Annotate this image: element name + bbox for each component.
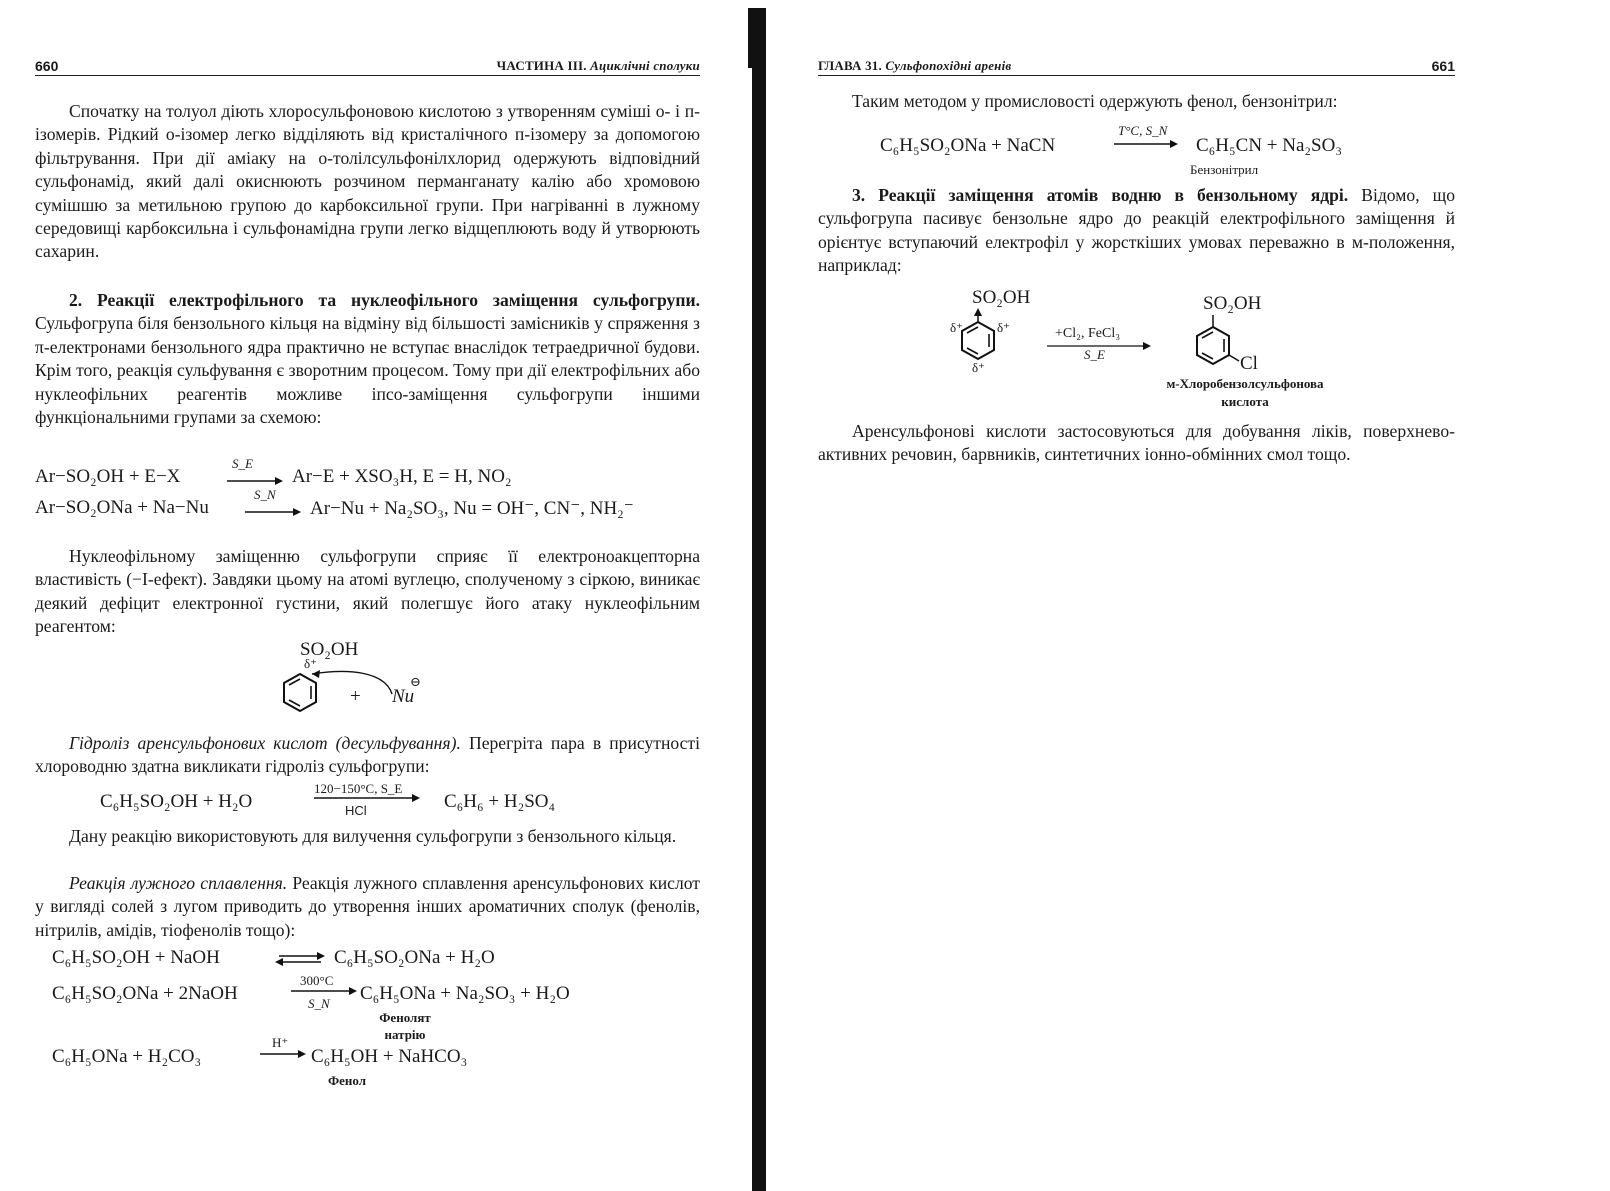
paragraph-hydrolysis: Гідроліз аренсульфонових кислот (десульфування). Перегріта пара в присутності хлороводню здатна викликати гідроліз сульфогрупи: xyxy=(35,733,700,777)
reaction-reagents: +Cl₂, FeCl₃ xyxy=(1055,326,1121,341)
book-spine xyxy=(752,8,766,1191)
paragraph-applications: Аренсульфонові кислоти застосовуються для добування ліків, поверхнево-активних речовин, барвників, синтетичних іонно-обмінних смол тощо. xyxy=(818,421,1455,465)
reaction-arrow xyxy=(1112,136,1182,150)
equation-salt-product: C₆H₅SO₂ONa + H₂O xyxy=(334,947,495,968)
equation-phenol-product: C₆H₅OH + NaHCO₃ xyxy=(311,1046,468,1067)
reaction-temperature: 300°C xyxy=(300,973,334,988)
equation-phenol: C₆H₅ONa + H₂CO₃ xyxy=(52,1046,202,1067)
reaction-catalyst: HCl xyxy=(345,803,367,818)
reaction-condition: S_N xyxy=(254,487,276,502)
running-title-text: Сульфопохідні аренів xyxy=(885,58,1012,73)
right-page-header xyxy=(818,55,1455,76)
section-3-text: Відомо, що сульфогрупа пасивує бензольне ядро до реакцій електрофільного заміщення й орієнтує вступаючий електрофіл у жорсткіших умовах переважно в м-положення, наприклад: xyxy=(818,185,1455,276)
alkali-fusion-title: Реакція лужного сплавлення. xyxy=(69,873,288,893)
scheme-delta-plus: δ⁺ xyxy=(304,656,317,671)
section-3-heading: 3. Реакції заміщення атомів водню в бензольному ядрі. xyxy=(852,185,1349,205)
paragraph-usage: Дану реакцію використовують для вилучення сульфогрупи з бензольного кільця. xyxy=(69,826,677,846)
left-page xyxy=(0,0,750,1191)
page-number: 660 xyxy=(35,58,59,74)
equilibrium-arrow xyxy=(275,949,325,969)
equation-benzonitrile: C₆H₅SO₂ONa + NaCN xyxy=(880,135,1056,156)
delta-plus-label: δ⁺ xyxy=(997,320,1010,335)
section-3 xyxy=(818,184,1455,278)
paragraph-alkali-fusion: Реакція лужного сплавлення. Реакція лужного сплавлення аренсульфонових кислот у вигляді солей з лугом приводить до утворення інших ароматичних сполук (фенолів, нітрилів, амідів, тіофенолів тощо): xyxy=(35,873,700,940)
delta-plus-label: δ⁺ xyxy=(950,320,963,335)
caption-phenol: Фенол xyxy=(328,1073,367,1088)
reaction-acid: H⁺ xyxy=(272,1035,289,1050)
reaction-arrow xyxy=(289,983,359,997)
scheme-nucleophile: Nu xyxy=(392,686,415,707)
equation-ipso-electrophilic-product: Ar−E + XSO₃H, E = H, NO₂ xyxy=(292,466,512,487)
section-2-heading: 2. Реакції електрофільного та нуклеофільного заміщення сульфогрупи. xyxy=(69,290,700,310)
caption-sodium-phenolate: Фенолят натрію xyxy=(379,1010,431,1042)
equation-benzonitrile-product: C₆H₅CN + Na₂SO₃ xyxy=(1196,135,1342,156)
section-2 xyxy=(35,289,700,429)
hydrolysis-title: Гідроліз аренсульфонових кислот (десульфування). xyxy=(69,733,461,753)
scheme-reactant-group: SO₂OH xyxy=(972,287,1031,308)
equation-salt-formation: C₆H₅SO₂OH + NaOH xyxy=(52,947,220,968)
scheme-plus: + xyxy=(350,686,361,707)
reaction-condition: S_E xyxy=(232,456,253,471)
page-number: 661 xyxy=(1431,58,1455,74)
equation-alkali-fusion: C₆H₅SO₂ONa + 2NaOH xyxy=(52,983,238,1004)
scheme-sulfo-group: SO₂OH xyxy=(300,639,359,660)
running-title xyxy=(497,58,700,74)
reaction-condition: S_N xyxy=(308,996,330,1011)
scheme-product-group: SO₂OH xyxy=(1203,293,1262,314)
equation-hydrolysis-product: C₆H₆ + H₂SO₄ xyxy=(444,791,556,812)
right-page xyxy=(800,0,1610,1191)
reaction-arrow xyxy=(312,790,422,804)
running-title-part: ГЛАВА 31. xyxy=(818,58,882,73)
equation-ipso-electrophilic: Ar−SO₂OH + E−X xyxy=(35,466,181,487)
reaction-condition: T°C, S_N xyxy=(1118,123,1168,138)
left-page-header xyxy=(35,55,700,76)
reaction-condition: S_E xyxy=(1084,347,1105,362)
scheme-negative-charge: ⊖ xyxy=(410,674,421,689)
running-title xyxy=(818,58,1011,74)
caption-m-chlorobenzenesulfonic-acid: м-Хлоробензолсульфонова кислота xyxy=(1166,376,1324,409)
reaction-arrow xyxy=(258,1046,308,1060)
equation-hydrolysis: C₆H₅SO₂OH + H₂O xyxy=(100,791,253,812)
paragraph-nucleophilic: Нуклеофільному заміщенню сульфогрупи сприяє її електроноакцепторна властивість (−I-ефект). Завдяки цьому на атомі вуглецю, сполученому з сіркою, виникає деякий дефіцит електронної густини, який полегшує його атаку нуклеофільним реагентом: xyxy=(35,546,700,637)
equation-alkali-fusion-product: C₆H₅ONa + Na₂SO₃ + H₂O xyxy=(360,983,570,1004)
running-title-text: Ациклічні сполуки xyxy=(590,58,700,73)
paragraph-saccharin: Спочатку на толуол діють хлоросульфоновою кислотою з утворенням суміші о- і п-ізомерів. Рідкий о-ізомер легко відділяють від кристалічного п-ізомеру за допомогою фільтрування. При дії аміаку на о-толілсульфонілхлорид одержують відповідний сульфонамід, який далі окиснюють розчином перманганату калію або хромовою сумішшю за метильною групою до карбоксильної групи. При нагріванні в лужному середовищі карбоксильна і сульфонамідна групи легко відщеплюють воду й утворюють сахарин. xyxy=(35,101,700,262)
reaction-condition: 120−150°C, S_E xyxy=(314,781,403,796)
equation-ipso-nucleophilic-product: Ar−Nu + Na₂SO₃, Nu = OH⁻, CN⁻, NH₂⁻ xyxy=(310,498,634,519)
section-2-text: Сульфогрупа біля бензольного кільця на відміну від більшості замісників у спряження з π-електронами бензольного ядра практично не вступає внаслідок тетраедричної будови. Крім того, реакція сульфування є зворотним процесом. Тому при дії електрофільних або нуклеофільних реагентів можливе іпсо-заміщення сульфогрупи іншими функціональними групами за схемою: xyxy=(35,313,700,428)
delta-plus-label: δ⁺ xyxy=(972,360,985,375)
running-title-part: ЧАСТИНА III. xyxy=(496,58,587,73)
scheme-chlorine: Cl xyxy=(1240,353,1258,374)
paragraph-methods: Таким методом у промисловості одержують фенол, бензонітрил: xyxy=(852,91,1338,111)
caption-benzonitrile: Бензонітрил xyxy=(1190,162,1259,177)
equation-ipso-nucleophilic: Ar−SO₂ONa + Na−Nu xyxy=(35,497,209,518)
